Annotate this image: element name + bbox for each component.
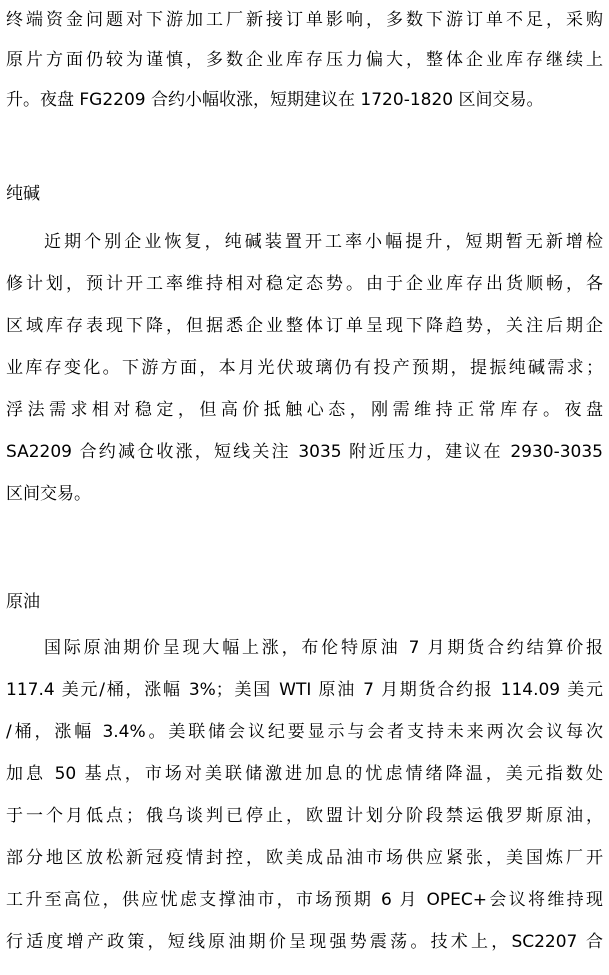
paragraph-line: 部分地区放松新冠疫情封控，欧美成品油市场供应紧张，美国炼厂开 xyxy=(6,848,603,868)
paragraph-line: 业库存变化。下游方面，本月光伏玻璃仍有投产预期，提振纯碱需求； xyxy=(6,358,603,378)
section-heading: 原油 xyxy=(6,592,40,612)
paragraph-line: 行适度增产政策，短线原油期价呈现强势震荡。技术上，SC2207 合 xyxy=(6,932,603,952)
paragraph-line: 升。夜盘 FG2209 合约小幅收涨，短期建议在 1720-1820 区间交易。 xyxy=(6,90,544,110)
paragraph-line: 原片方面仍较为谨慎，多数企业库存压力偏大，整体企业库存继续上 xyxy=(6,50,603,70)
paragraph-line: /桶，涨幅 3.4%。美联储会议纪要显示与会者支持未来两次会议每次 xyxy=(6,722,603,742)
paragraph-line: 区域库存表现下降，但据悉企业整体订单呈现下降趋势，关注后期企 xyxy=(6,316,603,336)
paragraph-line: 终端资金问题对下游加工厂新接订单影响，多数下游订单不足，采购 xyxy=(6,10,603,30)
paragraph-line: 国际原油期价呈现大幅上涨，布伦特原油 7 月期货合约结算价报 xyxy=(44,638,603,658)
paragraph-line: 修计划，预计开工率维持相对稳定态势。由于企业库存出货顺畅，各 xyxy=(6,274,603,294)
section-heading: 纯碱 xyxy=(6,184,40,204)
paragraph-line: 117.4 美元/桶，涨幅 3%；美国 WTI 原油 7 月期货合约报 114.09 美元 xyxy=(6,680,603,700)
paragraph-line: SA2209 合约减仓收涨，短线关注 3035 附近压力，建议在 2930-3035 xyxy=(6,442,603,462)
paragraph-line: 于一个月低点；俄乌谈判已停止，欧盟计划分阶段禁运俄罗斯原油， xyxy=(6,806,603,826)
paragraph-line: 区间交易。 xyxy=(6,484,91,504)
paragraph-line: 加息 50 基点，市场对美联储激进加息的忧虑情绪降温，美元指数处 xyxy=(6,764,603,784)
paragraph-line: 近期个别企业恢复，纯碱装置开工率小幅提升，短期暂无新增检 xyxy=(44,232,603,252)
paragraph-line: 浮法需求相对稳定，但高价抵触心态，刚需维持正常库存。夜盘 xyxy=(6,400,603,420)
paragraph-line: 工升至高位，供应忧虑支撑油市，市场预期 6 月 OPEC+会议将维持现 xyxy=(6,890,603,910)
